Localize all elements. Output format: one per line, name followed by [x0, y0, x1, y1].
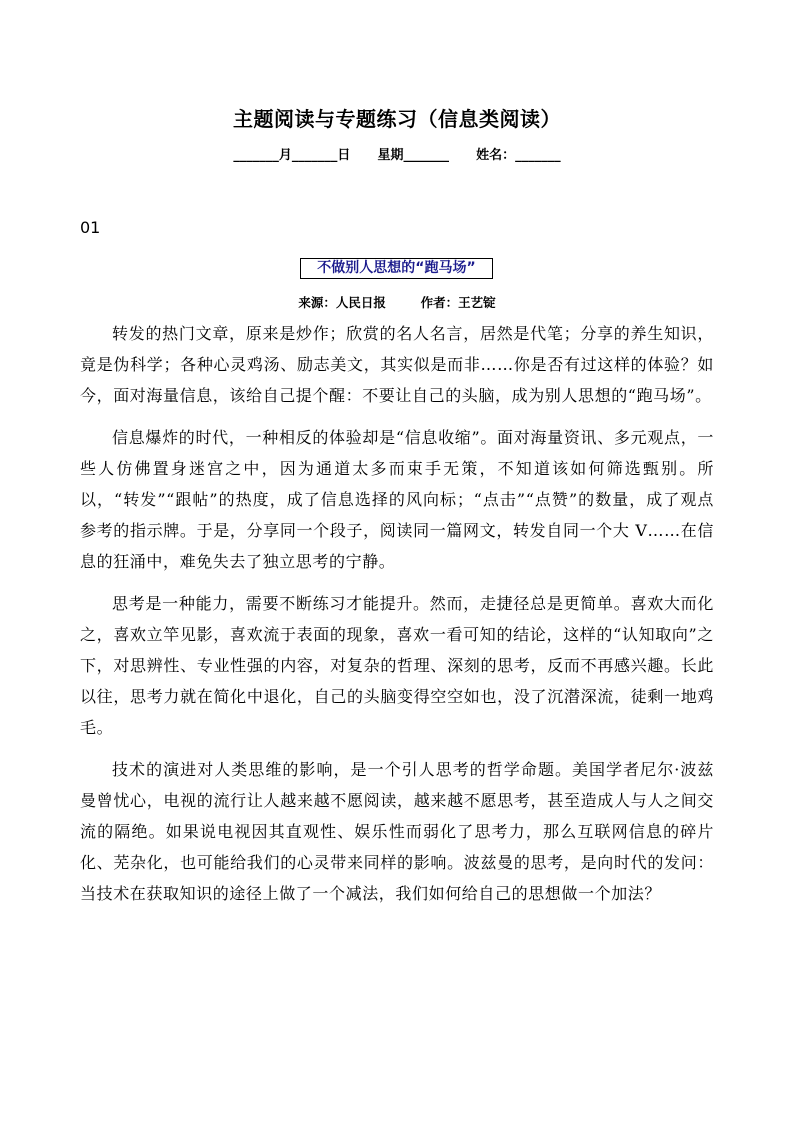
article-paragraph: 思考是一种能力，需要不断练习才能提升。然而，走捷径总是更简单。喜欢大而化之，喜欢立竿见影，喜欢流于表面的现象，喜欢一看可知的结论，这样的“认知取向”之下，对思辨性、专业性强的内容，对复杂的哲理、深刻的思考，反而不再感兴趣。长此以往，思考力就在简化中退化，自己的头脑变得空空如也，没了沉潜深流，徒剩一地鸡毛。: [80, 594, 714, 737]
section-number: 01: [80, 218, 101, 237]
article-body: [80, 318, 714, 920]
article-title: 不做别人思想的“跑马场”: [300, 258, 493, 279]
document-title: 主题阅读与专题练习（信息类阅读）: [233, 107, 561, 131]
article-paragraph: 信息爆炸的时代，一种相反的体验却是“信息收缩”。面对海量资讯、多元观点，一些人仿佛置身迷宫之中，因为通道太多而束手无策，不知道该如何筛选甄别。所以，“转发”“跟帖”的热度，成了信息选择的风向标；“点击”“点赞”的数量，成了观点参考的指示牌。于是，分享同一个段子，阅读同一篇网文，转发自同一个大 V……在信息的狂涌中，难免失去了独立思考的宁静。: [80, 428, 714, 571]
article-source: 来源：人民日报 作者：王艺锭: [298, 295, 496, 310]
article-paragraph: 技术的演进对人类思维的影响，是一个引人思考的哲学命题。美国学者尼尔·波兹曼曾忧心，电视的流行让人越来越不愿阅读，越来越不愿思考，甚至造成人与人之间交流的隔绝。如果说电视因其直观性、娱乐性而弱化了思考力，那么互联网信息的碎片化、芜杂化，也可能给我们的心灵带来同样的影响。波兹曼的思考，是向时代的发问：当技术在获取知识的途径上做了一个减法，我们如何给自己的思想做一个加法？: [80, 760, 714, 903]
date-name-fill-line: _______月_______日 星期_______ 姓名：_______: [233, 148, 561, 163]
article-paragraph: 转发的热门文章，原来是炒作；欣赏的名人名言，居然是代笔；分享的养生知识，竟是伪科学；各种心灵鸡汤、励志美文，其实似是而非……你是否有过这样的体验？如今，面对海量信息，该给自己提个醒：不要让自己的头脑，成为别人思想的“跑马场”。: [80, 324, 714, 405]
